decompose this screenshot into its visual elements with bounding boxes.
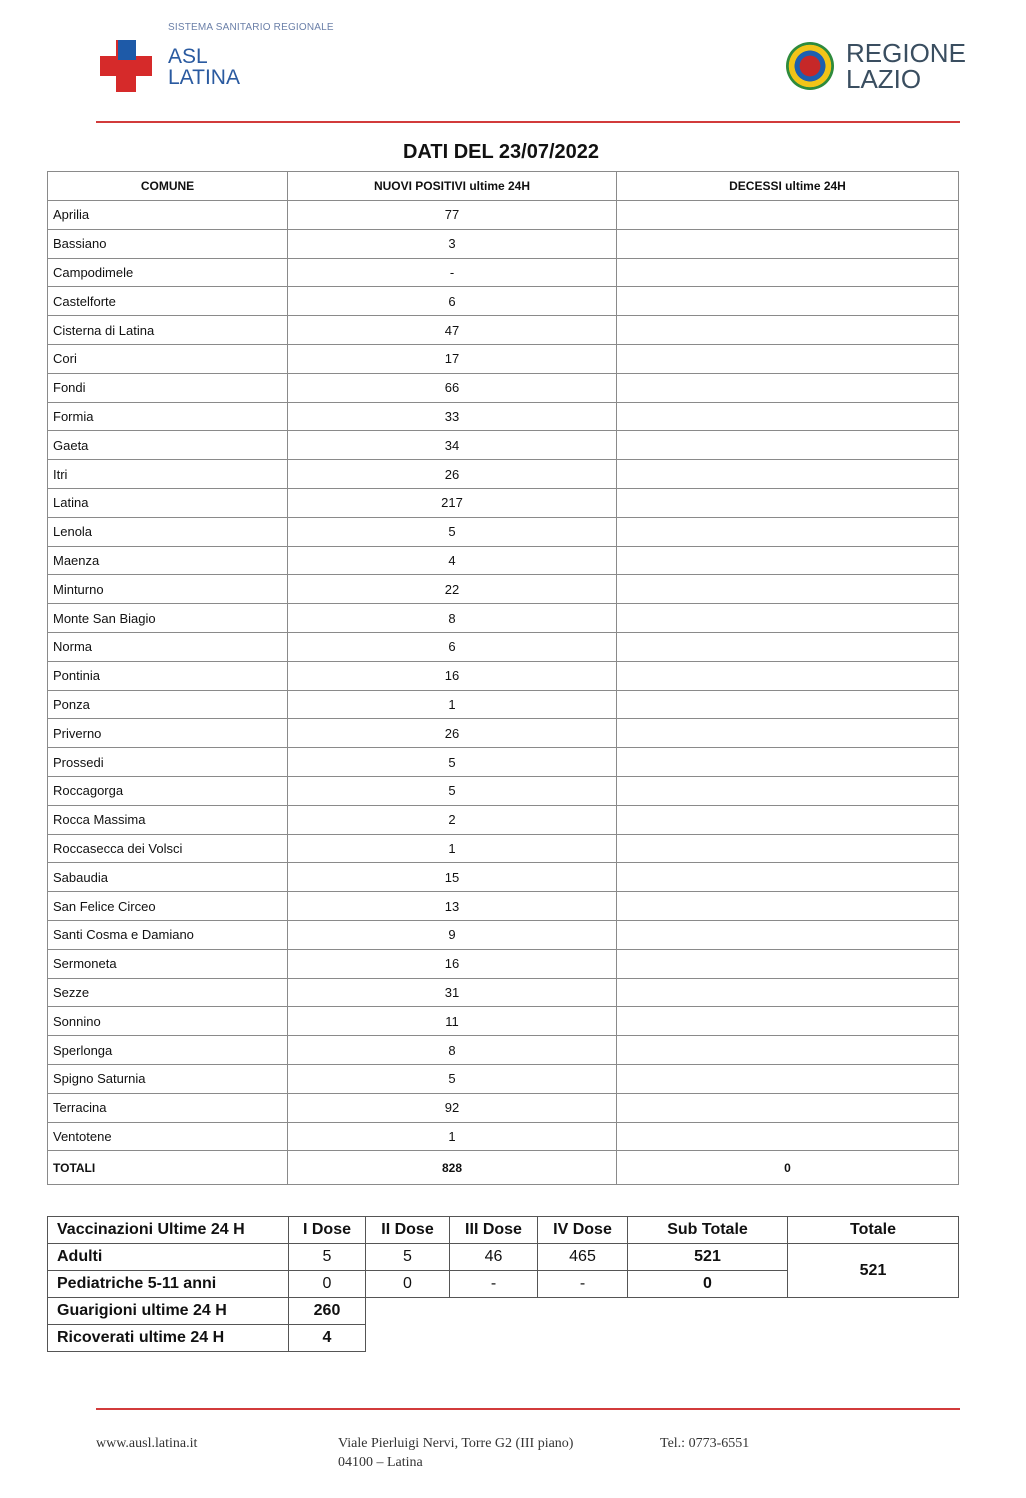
cell-positivi: 16 — [288, 949, 617, 978]
cell-comune: Gaeta — [48, 431, 288, 460]
asl-name-line2: LATINA — [168, 66, 240, 89]
table-row — [48, 719, 959, 748]
cell-positivi: 33 — [288, 402, 617, 431]
region-name-line1: REGIONE — [846, 38, 966, 68]
ricoverati-row — [48, 1325, 959, 1352]
cell-positivi: 31 — [288, 978, 617, 1007]
cell-decessi — [617, 373, 959, 402]
cell-comune: Aprilia — [48, 201, 288, 230]
cell-decessi — [617, 431, 959, 460]
vacc-totale: 521 — [788, 1244, 959, 1298]
table-row — [48, 258, 959, 287]
cell-decessi — [617, 1122, 959, 1151]
cell-comune: Norma — [48, 632, 288, 661]
footer-website-link[interactable]: www.ausl.latina.it — [96, 1436, 198, 1451]
totals-label: TOTALI — [48, 1151, 288, 1185]
table-row — [48, 690, 959, 719]
cell-decessi — [617, 949, 959, 978]
asl-latina-logo — [100, 20, 360, 100]
asl-system-label: SISTEMA SANITARIO REGIONALE — [168, 22, 334, 33]
vacc-header-dose2: II Dose — [366, 1217, 450, 1244]
cell-decessi — [617, 776, 959, 805]
cell-positivi: 1 — [288, 1122, 617, 1151]
table-row — [48, 517, 959, 546]
pediatriche-subtotale: 0 — [628, 1271, 788, 1298]
pediatriche-dose1: 0 — [289, 1271, 366, 1298]
cell-comune: Minturno — [48, 575, 288, 604]
cell-positivi: 3 — [288, 229, 617, 258]
table-header-row — [48, 172, 959, 201]
cell-positivi: 8 — [288, 1036, 617, 1065]
table-row — [48, 892, 959, 921]
cell-comune: Maenza — [48, 546, 288, 575]
cell-positivi: 8 — [288, 604, 617, 633]
vacc-header-dose4: IV Dose — [538, 1217, 628, 1244]
column-header-decessi: DECESSI ultime 24H — [617, 172, 959, 201]
cell-comune: Prossedi — [48, 748, 288, 777]
cell-comune: Spigno Saturnia — [48, 1064, 288, 1093]
cell-positivi: 26 — [288, 719, 617, 748]
totals-row — [48, 1151, 959, 1185]
cell-positivi: 1 — [288, 834, 617, 863]
cell-decessi — [617, 575, 959, 604]
table-row — [48, 805, 959, 834]
table-row — [48, 229, 959, 258]
table-row — [48, 834, 959, 863]
cell-positivi: - — [288, 258, 617, 287]
header-divider — [96, 121, 960, 123]
asl-name-line1: ASL — [168, 45, 208, 68]
cell-decessi — [617, 632, 959, 661]
adulti-dose1: 5 — [289, 1244, 366, 1271]
cell-comune: San Felice Circeo — [48, 892, 288, 921]
vacc-header-subtotale: Sub Totale — [628, 1217, 788, 1244]
adulti-label: Adulti — [48, 1244, 289, 1271]
cell-decessi — [617, 316, 959, 345]
cell-decessi — [617, 604, 959, 633]
table-row — [48, 604, 959, 633]
table-row — [48, 488, 959, 517]
region-name-line2: LAZIO — [846, 64, 922, 94]
red-cross-icon — [100, 40, 152, 92]
table-row — [48, 978, 959, 1007]
table-row — [48, 575, 959, 604]
table-row — [48, 776, 959, 805]
cell-positivi: 4 — [288, 546, 617, 575]
cell-comune: Latina — [48, 488, 288, 517]
cell-positivi: 16 — [288, 661, 617, 690]
table-row — [48, 632, 959, 661]
cell-comune: Priverno — [48, 719, 288, 748]
cell-comune: Rocca Massima — [48, 805, 288, 834]
cell-comune: Lenola — [48, 517, 288, 546]
cell-decessi — [617, 460, 959, 489]
cell-decessi — [617, 287, 959, 316]
footer-address-line2: 04100 – Latina — [338, 1455, 423, 1470]
cell-decessi — [617, 892, 959, 921]
cell-positivi: 66 — [288, 373, 617, 402]
column-header-comune: COMUNE — [48, 172, 288, 201]
cell-positivi: 92 — [288, 1093, 617, 1122]
cell-decessi — [617, 690, 959, 719]
cell-positivi: 11 — [288, 1007, 617, 1036]
cell-comune: Sperlonga — [48, 1036, 288, 1065]
cell-comune: Monte San Biagio — [48, 604, 288, 633]
cell-decessi — [617, 344, 959, 373]
cell-positivi: 5 — [288, 748, 617, 777]
cell-comune: Castelforte — [48, 287, 288, 316]
cell-comune: Terracina — [48, 1093, 288, 1122]
cell-comune: Sonnino — [48, 1007, 288, 1036]
cell-decessi — [617, 517, 959, 546]
cell-comune: Pontinia — [48, 661, 288, 690]
cell-comune: Cori — [48, 344, 288, 373]
cell-decessi — [617, 719, 959, 748]
cell-positivi: 17 — [288, 344, 617, 373]
cell-positivi: 26 — [288, 460, 617, 489]
cell-positivi: 22 — [288, 575, 617, 604]
vacc-header-row — [48, 1217, 959, 1244]
cell-positivi: 77 — [288, 201, 617, 230]
cell-decessi — [617, 546, 959, 575]
cell-positivi: 15 — [288, 863, 617, 892]
table-row — [48, 546, 959, 575]
ricoverati-label: Ricoverati ultime 24 H — [48, 1325, 289, 1352]
cell-comune: Sabaudia — [48, 863, 288, 892]
cell-comune: Bassiano — [48, 229, 288, 258]
table-row — [48, 201, 959, 230]
pediatriche-label: Pediatriche 5-11 anni — [48, 1271, 289, 1298]
table-row — [48, 949, 959, 978]
table-row — [48, 431, 959, 460]
table-row — [48, 1122, 959, 1151]
cell-positivi: 13 — [288, 892, 617, 921]
regione-lazio-logo — [786, 40, 966, 96]
cell-positivi: 6 — [288, 287, 617, 316]
positivi-table — [47, 171, 959, 1185]
cell-decessi — [617, 229, 959, 258]
cell-positivi: 34 — [288, 431, 617, 460]
cell-positivi: 5 — [288, 517, 617, 546]
table-row — [48, 287, 959, 316]
ricoverati-value: 4 — [289, 1325, 366, 1352]
adulti-dose2: 5 — [366, 1244, 450, 1271]
adulti-dose4: 465 — [538, 1244, 628, 1271]
cell-decessi — [617, 805, 959, 834]
guarigioni-value: 260 — [289, 1298, 366, 1325]
totals-decessi: 0 — [617, 1151, 959, 1185]
cell-comune: Ponza — [48, 690, 288, 719]
cell-decessi — [617, 978, 959, 1007]
cell-positivi: 5 — [288, 776, 617, 805]
table-row — [48, 344, 959, 373]
adulti-dose3: 46 — [450, 1244, 538, 1271]
table-row — [48, 373, 959, 402]
cell-positivi: 1 — [288, 690, 617, 719]
pediatriche-dose2: 0 — [366, 1271, 450, 1298]
footer-phone: Tel.: 0773-6551 — [660, 1436, 750, 1451]
cell-comune: Campodimele — [48, 258, 288, 287]
table-body — [48, 201, 959, 1185]
cell-decessi — [617, 834, 959, 863]
cell-comune: Ventotene — [48, 1122, 288, 1151]
column-header-positivi: NUOVI POSITIVI ultime 24H — [288, 172, 617, 201]
cell-decessi — [617, 258, 959, 287]
page-title: DATI DEL 23/07/2022 — [402, 141, 600, 163]
cell-decessi — [617, 661, 959, 690]
cell-decessi — [617, 748, 959, 777]
pediatriche-dose4: - — [538, 1271, 628, 1298]
cell-decessi — [617, 920, 959, 949]
vaccinazioni-table — [47, 1216, 959, 1352]
cell-comune: Sezze — [48, 978, 288, 1007]
vacc-header-dose3: III Dose — [450, 1217, 538, 1244]
vacc-header-label: Vaccinazioni Ultime 24 H — [48, 1217, 289, 1244]
cell-decessi — [617, 488, 959, 517]
cell-comune: Fondi — [48, 373, 288, 402]
cell-positivi: 6 — [288, 632, 617, 661]
adulti-subtotale: 521 — [628, 1244, 788, 1271]
guarigioni-row — [48, 1298, 959, 1325]
guarigioni-label: Guarigioni ultime 24 H — [48, 1298, 289, 1325]
table-row — [48, 1007, 959, 1036]
vacc-header-totale: Totale — [788, 1217, 959, 1244]
cell-positivi: 2 — [288, 805, 617, 834]
table-row — [48, 661, 959, 690]
cell-decessi — [617, 1036, 959, 1065]
cell-comune: Cisterna di Latina — [48, 316, 288, 345]
cell-comune: Santi Cosma e Damiano — [48, 920, 288, 949]
cell-decessi — [617, 1007, 959, 1036]
cell-decessi — [617, 402, 959, 431]
cell-positivi: 5 — [288, 1064, 617, 1093]
table-row — [48, 863, 959, 892]
table-row — [48, 1064, 959, 1093]
pediatriche-dose3: - — [450, 1271, 538, 1298]
cell-positivi: 47 — [288, 316, 617, 345]
table-row — [48, 316, 959, 345]
vacc-row-adulti — [48, 1244, 959, 1271]
totals-positivi: 828 — [288, 1151, 617, 1185]
table-row — [48, 1093, 959, 1122]
cell-decessi — [617, 201, 959, 230]
cell-comune: Roccagorga — [48, 776, 288, 805]
cell-comune: Sermoneta — [48, 949, 288, 978]
table-row — [48, 1036, 959, 1065]
cell-comune: Itri — [48, 460, 288, 489]
table-row — [48, 402, 959, 431]
vacc-header-dose1: I Dose — [289, 1217, 366, 1244]
table-row — [48, 920, 959, 949]
cell-decessi — [617, 1064, 959, 1093]
cell-comune: Roccasecca dei Volsci — [48, 834, 288, 863]
lazio-emblem-icon — [786, 42, 834, 90]
footer-address-line1: Viale Pierluigi Nervi, Torre G2 (III piano) — [338, 1436, 574, 1451]
table-row — [48, 460, 959, 489]
cell-decessi — [617, 1093, 959, 1122]
cell-decessi — [617, 863, 959, 892]
cell-positivi: 9 — [288, 920, 617, 949]
footer-divider — [96, 1408, 960, 1410]
table-row — [48, 748, 959, 777]
cell-comune: Formia — [48, 402, 288, 431]
cell-positivi: 217 — [288, 488, 617, 517]
